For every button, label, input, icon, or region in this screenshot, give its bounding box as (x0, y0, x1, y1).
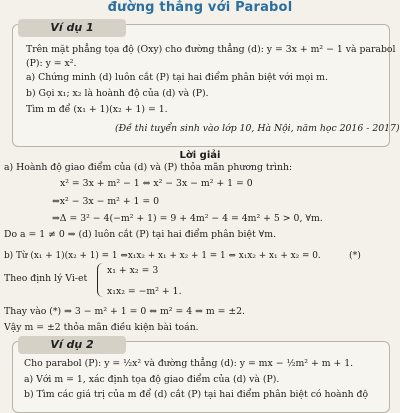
example-1-source: (Đề thi tuyển sinh vào lớp 10, Hà Nội, năm học 2016 - 2017) (115, 123, 400, 134)
example-2-line-3: b) Tìm các giá trị của m để (d) cắt (P) tại hai điểm phân biệt có hoành độ (24, 389, 369, 400)
example-1-tag: Ví dụ 1 (18, 19, 126, 37)
example-2-line-1: Cho parabol (P): y = ½x² và đường thẳng (d): y = mx − ½m² + m + 1. (24, 358, 354, 369)
solution-conclusion-a: Do a = 1 ≠ 0 ⇒ (d) luôn cắt (P) tại hai điểm phân biệt ∀m. (4, 229, 277, 240)
solution-substitute: Thay vào (*) ⇒ 3 − m² + 1 = 0 ⇔ m² = 4 ⇒ m = ±2. (4, 306, 246, 317)
solution-heading: Lời giải (179, 150, 221, 161)
example-1-line-1: Trên mặt phẳng tọa độ (Oxy) cho đường thẳng (d): y = 3x + m² − 1 và parabol (26, 44, 396, 55)
page-title: đường thẳng với Parabol (107, 0, 293, 15)
solution-line-b: b) Từ (x₁ + 1)(x₂ + 1) = 1 ⇔x₁x₂ + x₁ + x₂ + 1 = 1 ⇔ x₁x₂ + x₁ + x₂ = 0. (4, 251, 321, 261)
example-1-line-4: b) Gọi x₁; x₂ là hoành độ của (d) và (P). (26, 88, 209, 99)
solution-eq-3: ⇒Δ = 3² − 4(−m² + 1) = 9 + 4m² − 4 = 4m² + 5 > 0, ∀m. (52, 213, 323, 224)
solution-eq-1: x² = 3x + m² − 1 ⇔ x² − 3x − m² + 1 = 0 (60, 178, 253, 189)
example-2-line-2: a) Với m = 1, xác định tọa độ giao điểm của (d) và (P). (24, 374, 280, 385)
solution-eq-ref: (*) (349, 250, 361, 261)
system-brace (97, 263, 104, 297)
solution-vieta-sum: x₁ + x₂ = 3 (107, 265, 159, 276)
solution-vieta-product: x₁x₂ = −m² + 1. (107, 286, 182, 297)
solution-eq-2: ⇔x² − 3x − m² + 1 = 0 (52, 196, 160, 207)
example-1-line-3: a) Chứng minh (d) luôn cắt (P) tại hai điểm phân biệt với mọi m. (26, 72, 328, 83)
example-1-line-5: Tìm m để (x₁ + 1)(x₂ + 1) = 1. (26, 104, 168, 115)
solution-line-a: a) Hoành độ giao điểm của (d) và (P) thỏa mãn phương trình: (4, 162, 293, 173)
example-1-line-2: (P): y = x². (26, 58, 77, 69)
example-2-tag: Ví dụ 2 (18, 336, 126, 354)
solution-final: Vậy m = ±2 thỏa mãn điều kiện bài toán. (4, 322, 199, 333)
solution-vieta-label: Theo định lý Vi-et (4, 273, 88, 284)
